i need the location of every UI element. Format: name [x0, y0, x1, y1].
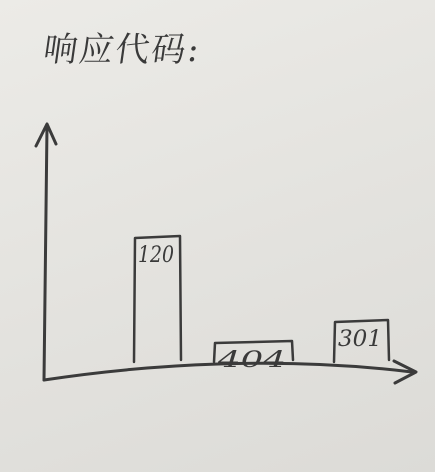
- bar-label-404: 404: [216, 348, 286, 373]
- bar-label-200: 120: [138, 243, 174, 268]
- bar-label-301: 301: [338, 327, 382, 352]
- chart-title: 响应代码:: [40, 30, 204, 70]
- bars-group: [134, 236, 389, 373]
- y-axis: [44, 126, 47, 380]
